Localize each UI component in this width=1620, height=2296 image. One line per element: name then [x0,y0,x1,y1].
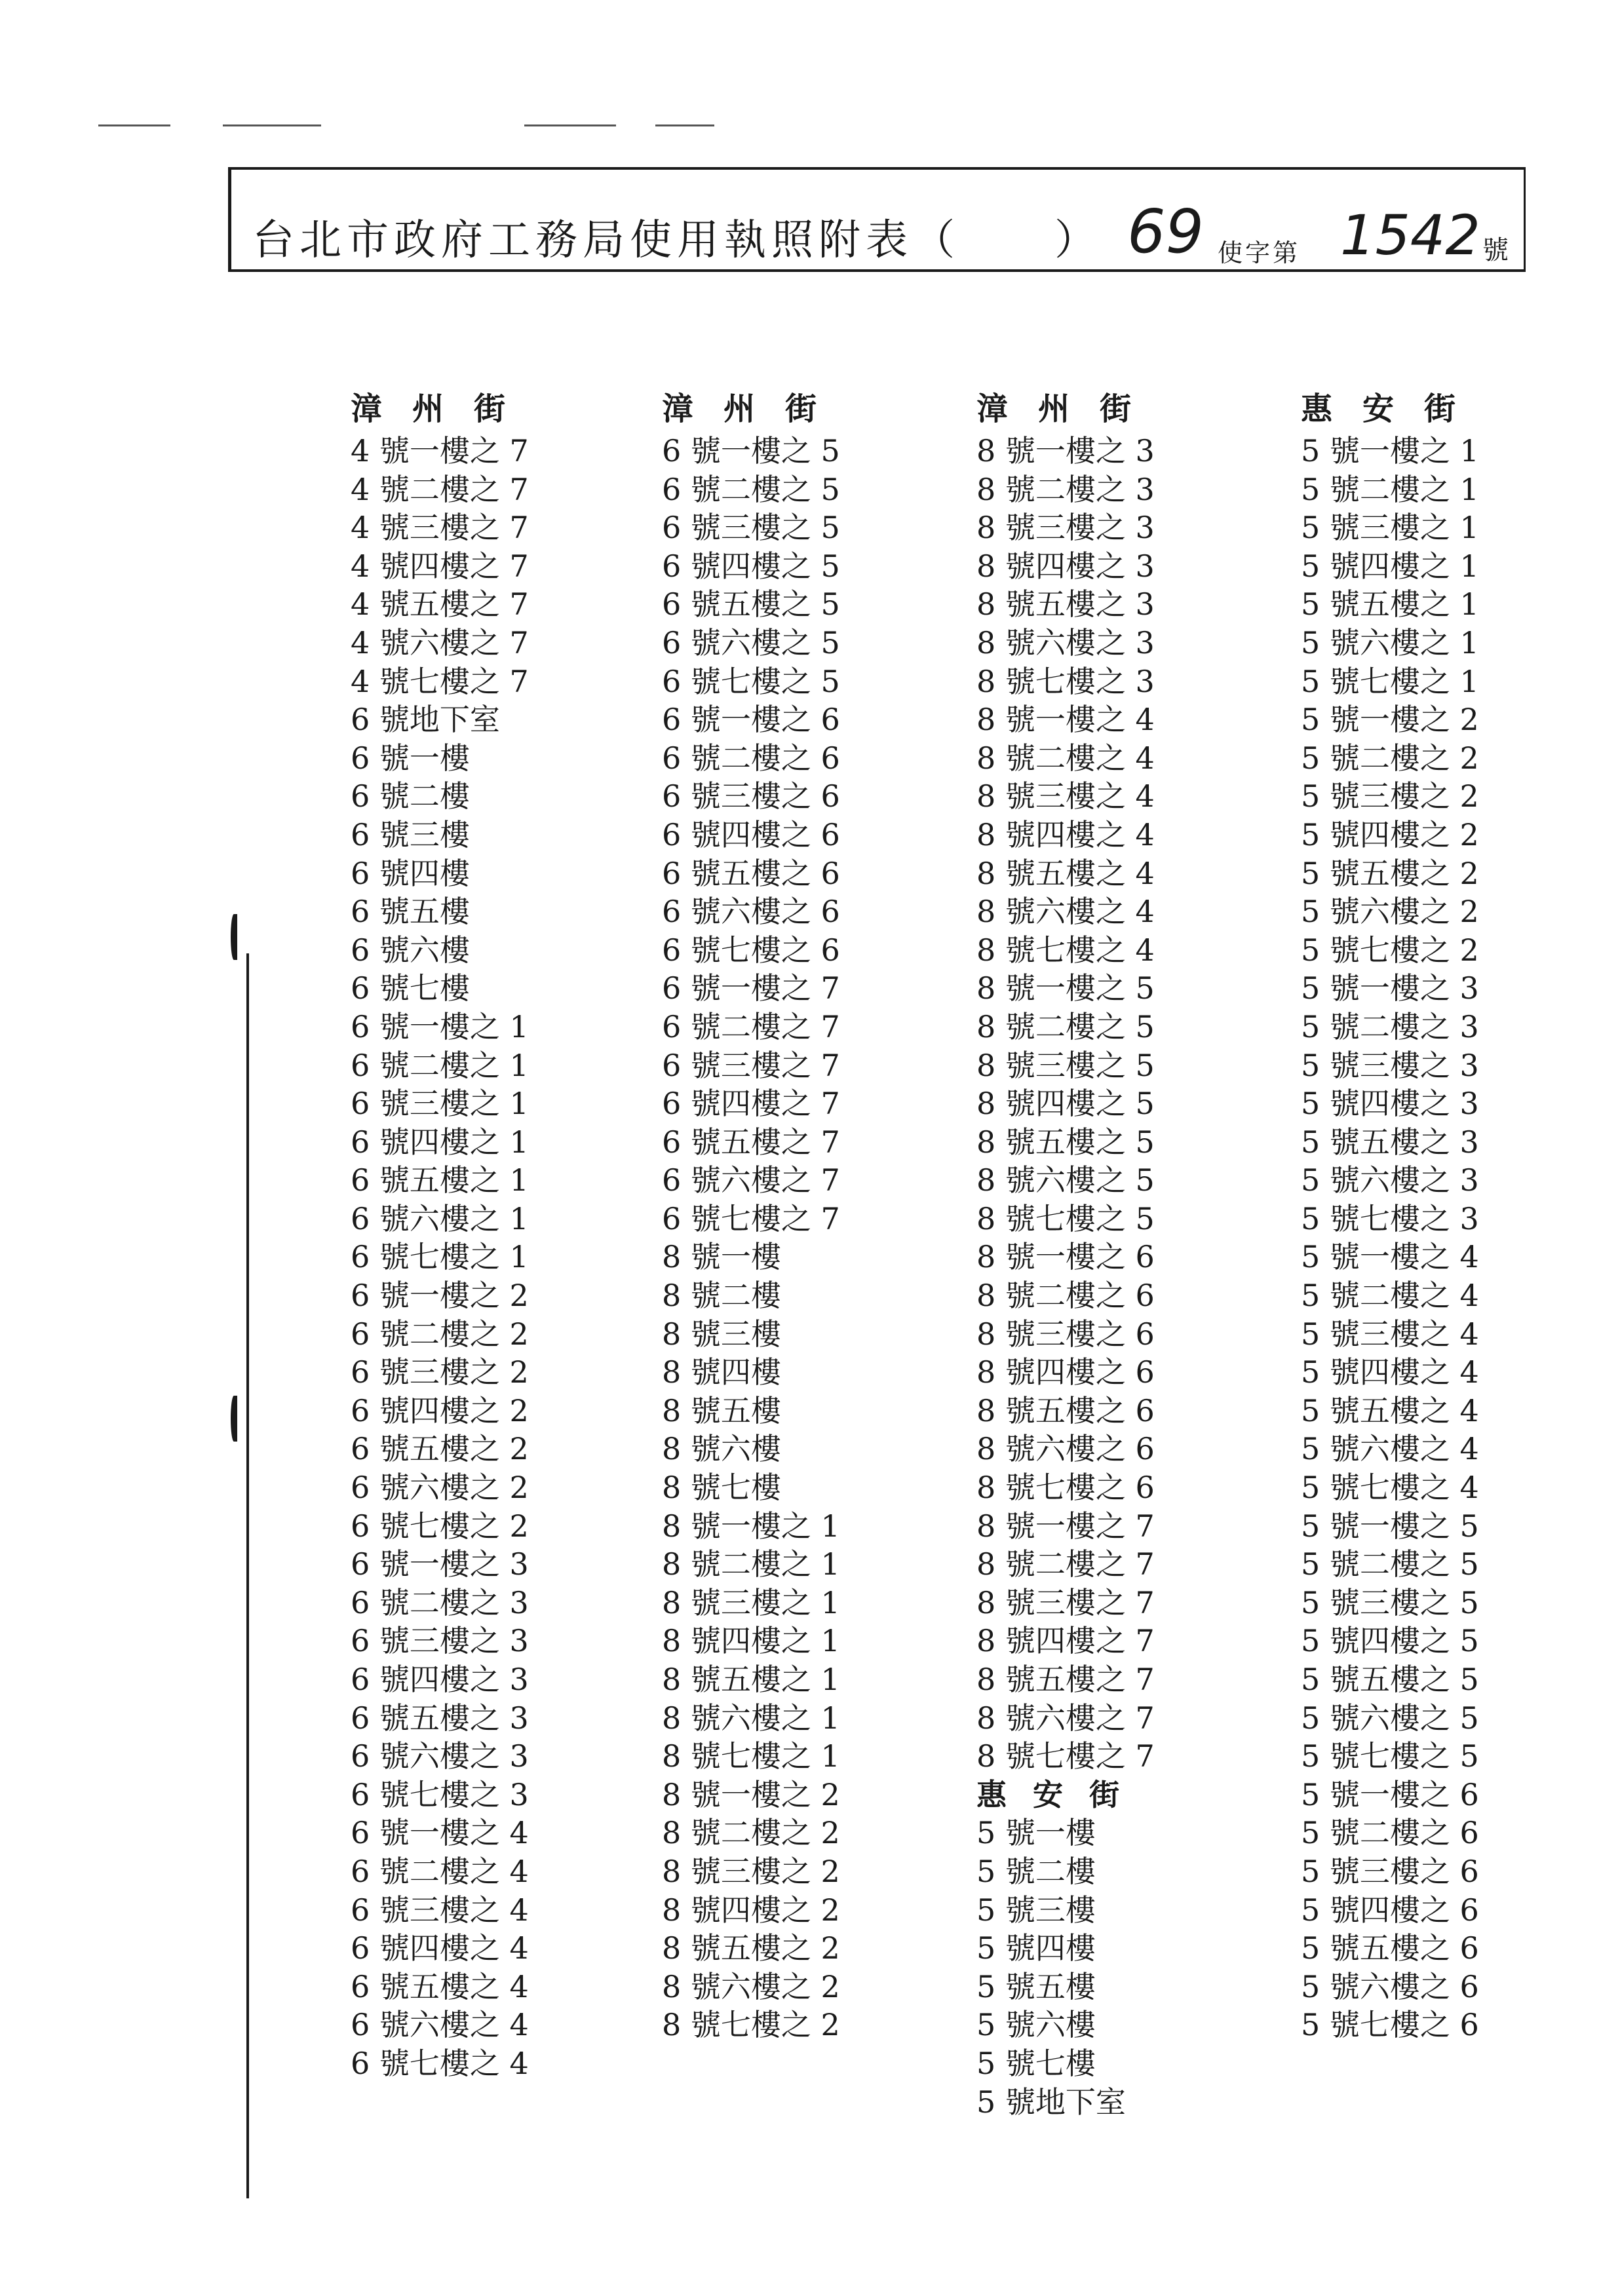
address-entry: 8 號三樓之 1 [662,1584,840,1620]
address-entry: 5 號二樓之 4 [1301,1278,1479,1314]
address-entry: 8 號六樓之 4 [976,894,1155,930]
address-entry: 8 號一樓之 7 [976,1508,1155,1544]
column-heading: 漳州街 [976,391,1162,427]
address-entry: 6 號三樓之 5 [662,510,840,546]
address-entry: 8 號五樓之 1 [662,1662,840,1697]
address-entry: 5 號一樓之 4 [1301,1239,1479,1275]
address-entry: 8 號六樓 [662,1431,781,1467]
address-entry: 8 號四樓之 5 [976,1086,1155,1122]
address-entry: 8 號七樓之 6 [976,1470,1155,1506]
address-entry: 8 號四樓 [662,1354,781,1390]
address-entry: 6 號五樓之 3 [351,1700,529,1736]
address-entry: 4 號一樓之 7 [351,433,529,469]
handwritten-serial: 69 [1127,197,1205,267]
address-entry: 6 號一樓之 4 [351,1815,529,1851]
address-entry: 6 號二樓之 1 [351,1047,529,1083]
address-entry: 5 號五樓之 1 [1301,586,1479,622]
address-entry: 5 號六樓之 1 [1301,624,1479,660]
address-entry: 8 號二樓之 3 [976,471,1155,507]
address-entry: 5 號二樓 [976,1853,1096,1889]
address-entry: 5 號三樓之 2 [1301,778,1479,814]
address-entry: 4 號三樓之 7 [351,510,529,546]
left-margin-rule [246,953,249,2198]
license-prefix: 使字第 [1218,239,1301,267]
address-entry: 8 號六樓之 6 [976,1431,1155,1467]
binding-mark-2 [231,1396,237,1442]
address-entry: 6 號一樓 [351,740,470,776]
address-entry: 5 號四樓之 1 [1301,548,1479,584]
address-column-4 [1301,390,1486,2044]
address-entry: 8 號二樓之 5 [976,1008,1155,1044]
address-entry: 8 號四樓之 6 [976,1354,1155,1390]
address-entry: 6 號六樓之 6 [662,894,840,930]
license-suffix: 號 [1482,235,1509,265]
address-column-2 [662,390,847,2044]
address-entry: 6 號二樓之 2 [351,1316,529,1352]
address-entry: 5 號一樓之 2 [1301,702,1479,738]
address-entry: 5 號六樓之 5 [1301,1700,1479,1736]
address-entry: 5 號七樓之 6 [1301,2007,1479,2043]
address-entry: 5 號一樓 [976,1815,1096,1851]
address-entry: 5 號四樓之 3 [1301,1086,1479,1122]
address-entry: 6 號二樓之 4 [351,1853,529,1889]
address-entry: 6 號六樓之 2 [351,1470,529,1506]
address-entry: 6 號三樓之 3 [351,1623,529,1659]
address-entry: 8 號五樓之 2 [662,1930,840,1966]
address-entry: 6 號四樓之 2 [351,1392,529,1428]
address-entry: 8 號三樓之 5 [976,1047,1155,1083]
address-entry: 6 號七樓之 3 [351,1776,529,1812]
address-entry: 6 號五樓之 6 [662,855,840,891]
address-entry: 5 號地下室 [976,2084,1126,2120]
address-entry: 8 號二樓之 2 [662,1815,840,1851]
address-entry: 8 號六樓之 7 [976,1700,1155,1736]
address-entry: 6 號二樓之 6 [662,740,840,776]
address-entry: 5 號四樓之 5 [1301,1623,1479,1659]
address-entry: 6 號四樓之 5 [662,548,840,584]
address-entry: 6 號五樓之 2 [351,1431,529,1467]
address-entry: 5 號四樓之 6 [1301,1892,1479,1928]
address-entry: 8 號三樓 [662,1316,781,1352]
address-entry: 6 號三樓之 6 [662,778,840,814]
address-entry: 5 號五樓之 3 [1301,1124,1479,1160]
address-entry: 8 號一樓之 2 [662,1776,840,1812]
address-entry: 8 號一樓之 5 [976,970,1155,1006]
address-entry: 5 號一樓之 3 [1301,970,1479,1006]
address-entry: 6 號四樓之 1 [351,1124,529,1160]
address-entry: 6 號七樓之 7 [662,1200,840,1236]
address-entry: 8 號三樓之 3 [976,510,1155,546]
address-entry: 5 號五樓之 6 [1301,1930,1479,1966]
address-entry: 8 號一樓 [662,1239,781,1275]
entry-list [1301,432,1486,2044]
form-title: 台北市政府工務局使用執照附表（ ） [252,216,1102,265]
address-entry: 5 號三樓之 3 [1301,1047,1479,1083]
address-entry: 5 號一樓之 6 [1301,1776,1479,1812]
address-entry: 8 號二樓之 1 [662,1546,840,1582]
address-entry: 5 號三樓之 1 [1301,510,1479,546]
address-entry: 5 號六樓之 4 [1301,1431,1479,1467]
address-entry: 6 號一樓之 3 [351,1546,529,1582]
address-entry: 6 號地下室 [351,702,500,738]
address-entry: 5 號六樓 [976,2007,1096,2043]
top-scan-rule-1 [98,124,170,126]
address-entry: 5 號五樓之 4 [1301,1392,1479,1428]
address-entry: 8 號五樓之 3 [976,586,1155,622]
address-entry: 8 號二樓之 6 [976,1278,1155,1314]
address-entry: 5 號五樓之 5 [1301,1662,1479,1697]
entry-list [351,432,535,2083]
address-entry: 8 號七樓之 5 [976,1200,1155,1236]
address-entry: 6 號四樓之 7 [662,1086,840,1122]
address-entry: 6 號一樓之 7 [662,970,840,1006]
address-entry: 8 號六樓之 2 [662,1968,840,2004]
address-entry: 8 號三樓之 2 [662,1853,840,1889]
address-entry: 8 號四樓之 1 [662,1623,840,1659]
address-entry: 5 號二樓之 3 [1301,1008,1479,1044]
address-entry: 6 號七樓之 4 [351,2045,529,2081]
address-entry: 8 號五樓之 6 [976,1392,1155,1428]
address-entry: 8 號三樓之 6 [976,1316,1155,1352]
address-entry: 5 號三樓之 6 [1301,1853,1479,1889]
address-entry: 5 號四樓 [976,1930,1096,1966]
address-entry: 5 號六樓之 2 [1301,894,1479,930]
address-entry: 5 號二樓之 1 [1301,471,1479,507]
address-entry: 5 號六樓之 6 [1301,1968,1479,2004]
address-entry: 6 號三樓之 7 [662,1047,840,1083]
address-entry: 8 號二樓之 4 [976,740,1155,776]
address-entry: 5 號一樓之 5 [1301,1508,1479,1544]
address-entry: 6 號七樓之 2 [351,1508,529,1544]
address-entry: 6 號四樓之 6 [662,816,840,852]
address-entry: 5 號四樓之 4 [1301,1354,1479,1390]
address-entry: 8 號七樓之 7 [976,1738,1155,1774]
column-heading: 惠安街 [1301,391,1486,427]
address-entry: 8 號一樓之 4 [976,702,1155,738]
column-heading: 漳州街 [351,391,536,427]
address-entry: 6 號一樓之 1 [351,1008,529,1044]
address-entry: 4 號五樓之 7 [351,586,529,622]
address-entry: 8 號三樓之 4 [976,778,1155,814]
address-entry: 6 號五樓之 1 [351,1162,529,1198]
address-entry: 5 號五樓之 2 [1301,855,1479,891]
address-entry: 8 號七樓之 3 [976,663,1155,699]
address-entry: 6 號六樓之 7 [662,1162,840,1198]
address-entry: 6 號六樓 [351,932,470,968]
address-entry: 6 號五樓之 5 [662,586,840,622]
address-entry: 8 號六樓之 3 [976,624,1155,660]
address-entry: 5 號四樓之 2 [1301,816,1479,852]
address-entry: 5 號一樓之 1 [1301,433,1479,469]
binding-mark-1 [231,914,237,960]
address-entry: 6 號二樓之 7 [662,1008,840,1044]
address-entry: 6 號七樓之 1 [351,1239,529,1275]
address-entry: 5 號七樓之 3 [1301,1200,1479,1236]
address-entry: 8 號二樓 [662,1278,781,1314]
address-entry: 6 號七樓之 6 [662,932,840,968]
address-entry: 6 號六樓之 1 [351,1200,529,1236]
address-entry: 8 號二樓之 7 [976,1546,1155,1582]
address-entry: 5 號三樓之 5 [1301,1584,1479,1620]
address-column-1 [351,390,535,2083]
license-number: 1542 [1340,203,1480,267]
address-entry: 6 號六樓之 3 [351,1738,529,1774]
address-entry: 8 號四樓之 3 [976,548,1155,584]
address-entry: 6 號四樓之 4 [351,1930,529,1966]
entry-list [976,432,1161,1776]
sub-entry-list [976,1814,1161,2121]
address-entry: 8 號七樓之 2 [662,2007,840,2043]
address-entry: 6 號三樓之 4 [351,1892,529,1928]
address-entry: 5 號七樓之 2 [1301,932,1479,968]
address-entry: 5 號二樓之 5 [1301,1546,1479,1582]
address-entry: 8 號七樓 [662,1470,781,1506]
address-entry: 8 號一樓之 3 [976,433,1155,469]
address-entry: 8 號四樓之 2 [662,1892,840,1928]
address-entry: 5 號七樓 [976,2045,1096,2081]
column-heading: 漳州街 [662,391,847,427]
address-entry: 6 號四樓 [351,855,470,891]
address-entry: 8 號六樓之 1 [662,1700,840,1736]
address-entry: 5 號三樓之 4 [1301,1316,1479,1352]
address-entry: 5 號六樓之 3 [1301,1162,1479,1198]
address-entry: 6 號三樓之 1 [351,1086,529,1122]
address-entry: 8 號五樓之 4 [976,855,1155,891]
address-column-3 [976,390,1161,2121]
address-entry: 6 號三樓 [351,816,470,852]
address-entry: 6 號七樓之 5 [662,663,840,699]
address-entry: 6 號六樓之 5 [662,624,840,660]
address-entry: 6 號一樓之 6 [662,702,840,738]
address-entry: 8 號五樓之 5 [976,1124,1155,1160]
address-entry: 5 號二樓之 6 [1301,1815,1479,1851]
address-entry: 5 號七樓之 4 [1301,1470,1479,1506]
entry-list [662,432,847,2044]
address-entry: 6 號四樓之 3 [351,1662,529,1697]
address-entry: 8 號四樓之 7 [976,1623,1155,1659]
address-entry: 6 號二樓之 3 [351,1584,529,1620]
address-entry: 8 號七樓之 4 [976,932,1155,968]
top-scan-rule-2 [223,124,321,126]
address-entry: 4 號二樓之 7 [351,471,529,507]
address-entry: 6 號三樓之 2 [351,1354,529,1390]
address-entry: 8 號三樓之 7 [976,1584,1155,1620]
address-entry: 6 號二樓之 5 [662,471,840,507]
address-entry: 8 號五樓 [662,1392,781,1428]
address-entry: 4 號四樓之 7 [351,548,529,584]
address-entry: 8 號一樓之 6 [976,1239,1155,1275]
address-entry: 6 號二樓 [351,778,470,814]
address-entry: 8 號七樓之 1 [662,1738,840,1774]
top-scan-rule-3 [524,124,616,126]
address-entry: 5 號七樓之 5 [1301,1738,1479,1774]
address-entry: 5 號五樓 [976,1968,1096,2004]
address-entry: 8 號六樓之 5 [976,1162,1155,1198]
address-entry: 5 號三樓 [976,1892,1096,1928]
address-entry: 6 號五樓 [351,894,470,930]
address-entry: 5 號七樓之 1 [1301,663,1479,699]
address-entry: 6 號五樓之 4 [351,1968,529,2004]
address-entry: 6 號一樓之 2 [351,1278,529,1314]
address-entry: 8 號四樓之 4 [976,816,1155,852]
column-subheading: 惠安街 [976,1776,1146,1812]
address-entry: 6 號六樓之 4 [351,2007,529,2043]
address-entry: 4 號六樓之 7 [351,624,529,660]
address-entry: 6 號一樓之 5 [662,433,840,469]
address-entry: 5 號二樓之 2 [1301,740,1479,776]
address-entry: 8 號一樓之 1 [662,1508,840,1544]
address-entry: 6 號五樓之 7 [662,1124,840,1160]
top-scan-rule-4 [655,124,714,126]
address-entry: 6 號七樓 [351,970,470,1006]
address-entry: 4 號七樓之 7 [351,663,529,699]
address-entry: 8 號五樓之 7 [976,1662,1155,1697]
